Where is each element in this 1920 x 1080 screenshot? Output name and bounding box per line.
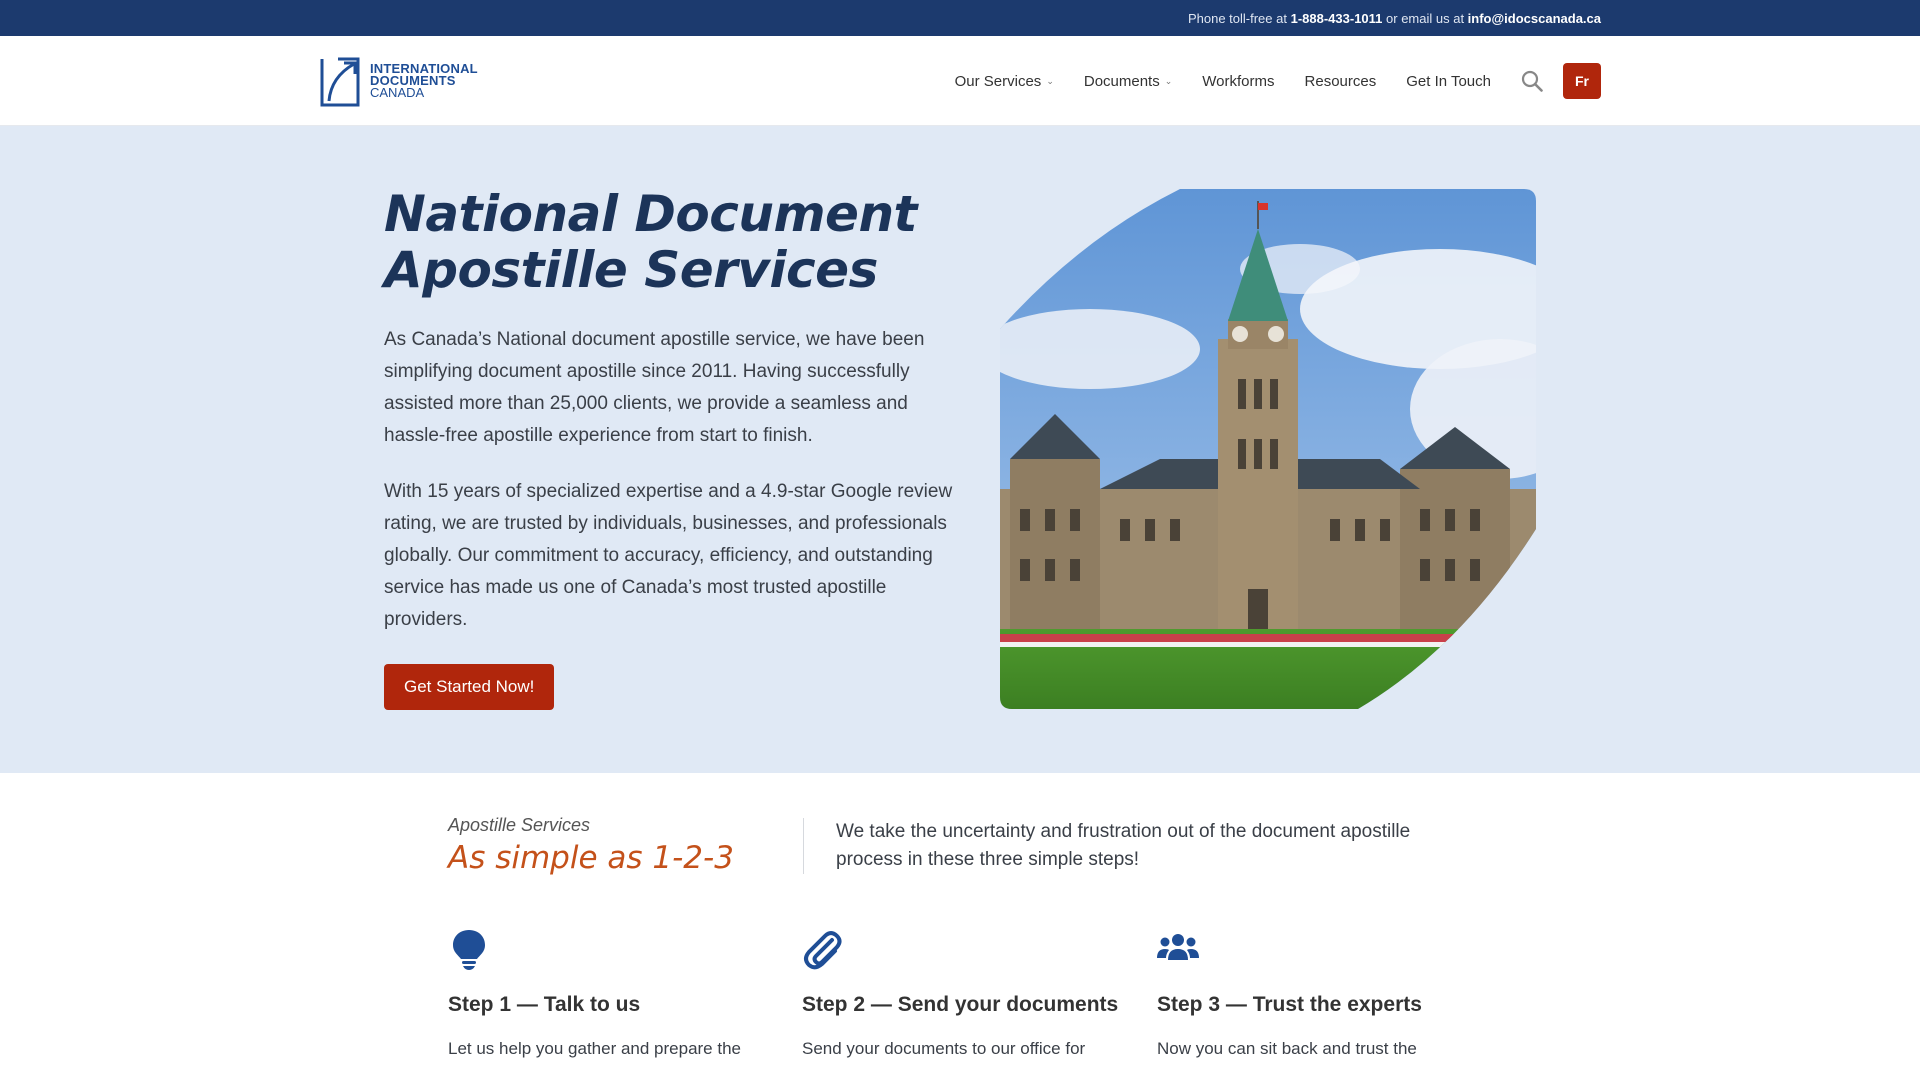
logo-line-1: INTERNATIONAL xyxy=(370,61,478,76)
phone-link[interactable]: 1-888-433-1011 xyxy=(1290,10,1383,26)
chevron-down-icon: ⌄ xyxy=(1046,75,1054,86)
nav-label: Documents xyxy=(1083,72,1160,90)
nav-our-services[interactable] xyxy=(955,73,1054,90)
search-icon[interactable] xyxy=(1521,70,1543,92)
hero-paragraph-1: As Canada’s National document apostille service, we have been simplifying document apostille since 2011. Having successfully assisted more than 25,000 clients, we provide a seamless and hassle-free apostille experience from start to finish. xyxy=(384,329,925,446)
hero-title-line-1: National Document xyxy=(384,185,917,243)
step-title: Step 1 — Talk to us xyxy=(448,993,641,1016)
lightbulb-icon xyxy=(448,928,490,970)
hero-title-line-2: Apostille Services xyxy=(384,241,878,299)
section-kicker: Apostille Services xyxy=(448,815,591,835)
main-nav xyxy=(925,63,1601,99)
site-header xyxy=(0,36,1920,126)
steps-intro-section xyxy=(0,773,1920,928)
phone-prefix: Phone toll-free at xyxy=(1187,10,1291,26)
step-text: Now you can sit back and trust the xyxy=(1157,1039,1417,1058)
nav-get-in-touch[interactable] xyxy=(1406,73,1491,90)
section-title: As simple as 1-2-3 xyxy=(448,840,734,876)
site-logo[interactable] xyxy=(320,55,478,107)
email-prefix: or email us at xyxy=(1382,10,1468,26)
parliament-building-image xyxy=(1000,189,1536,709)
logo-text xyxy=(370,63,478,99)
section-description: We take the uncertainty and frustration out of the document apostille process in these three simple steps! xyxy=(836,821,1411,870)
users-icon xyxy=(1157,928,1199,970)
top-contact-bar xyxy=(0,0,1920,36)
nav-workforms[interactable] xyxy=(1202,73,1274,90)
email-link[interactable]: info@idocscanada.ca xyxy=(1467,10,1601,26)
step-1 xyxy=(448,928,768,1061)
chevron-down-icon: ⌄ xyxy=(1164,75,1173,86)
hero-section xyxy=(0,126,1920,773)
step-2 xyxy=(802,928,1122,1061)
vertical-divider xyxy=(803,818,804,874)
paperclip-icon xyxy=(802,928,844,970)
nav-label: Workforms xyxy=(1202,72,1275,90)
get-started-button[interactable]: Get Started Now! xyxy=(384,664,554,710)
step-text: Let us help you gather and prepare the xyxy=(448,1039,741,1058)
nav-label: Our Services xyxy=(954,72,1042,90)
logo-line-3: CANADA xyxy=(370,85,425,100)
step-title: Step 2 — Send your documents xyxy=(802,993,1119,1016)
step-3 xyxy=(1157,928,1477,1061)
steps-section xyxy=(0,928,1920,1078)
nav-label: Resources xyxy=(1304,72,1377,90)
nav-resources[interactable] xyxy=(1305,73,1377,90)
step-title: Step 3 — Trust the experts xyxy=(1157,993,1422,1016)
language-toggle-button[interactable]: Fr xyxy=(1563,63,1601,99)
nav-label: Get In Touch xyxy=(1406,72,1491,90)
logo-line-2: DOCUMENTS xyxy=(370,73,456,88)
logo-mark-icon xyxy=(320,55,360,107)
hero-title xyxy=(384,186,964,298)
nav-documents[interactable] xyxy=(1084,73,1172,90)
hero-paragraph-2: With 15 years of specialized expertise and a 4.9-star Google review rating, we are trusted by individuals, businesses, and professionals globally. Our commitment to accuracy, efficiency, and outstanding service has made us one of Canada’s most trusted apostille providers. xyxy=(384,481,953,630)
step-text: Send your documents to our office for xyxy=(802,1039,1086,1058)
